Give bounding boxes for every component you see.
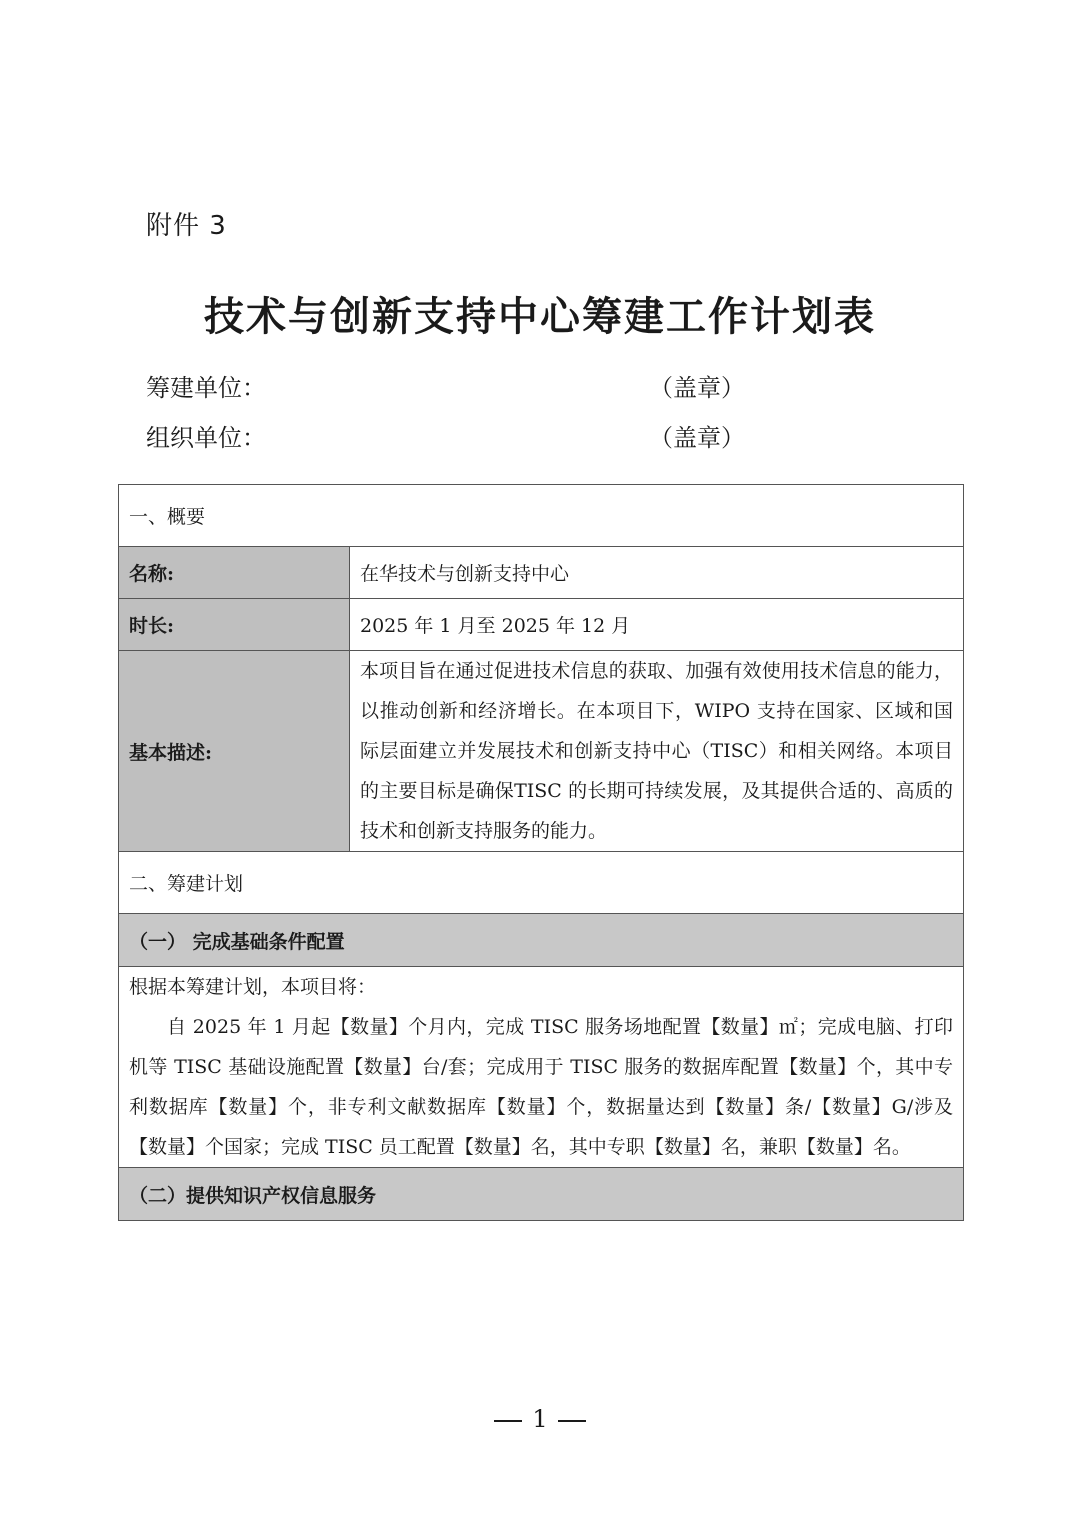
subsection-infrastructure-row — [119, 914, 964, 967]
plan-body-row — [119, 967, 964, 1168]
organization-label: 组织单位： — [146, 424, 266, 452]
section-plan-row — [119, 852, 964, 914]
organizer-row — [146, 368, 746, 408]
name-label: 名称: — [119, 547, 350, 599]
duration-label: 时长: — [119, 599, 350, 651]
description-label: 基本描述: — [119, 651, 350, 852]
document-title: 技术与创新支持中心筹建工作计划表 — [204, 293, 876, 340]
subsection-infrastructure-heading: （一） 完成基础条件配置 — [119, 914, 964, 967]
organization-seal: （盖章） — [649, 424, 745, 452]
plan-table — [118, 484, 964, 1221]
section-overview-row — [119, 485, 964, 547]
name-row — [119, 547, 964, 599]
plan-paragraph: 自 2025 年 1 月起【数量】个月内，完成 TISC 服务场地配置【数量】㎡；完成电脑、打印机等 TISC 基础设施配置【数量】台/套；完成用于 TISC 服务的数据库配置【数量】个，其中专利数据库【数量】个，非专利文献数据库【数量】个，数据量达到【数量】条/【数量】G/涉及【数量】个国家；完成 TISC 员工配置【数量】名，其中专职【数量】名，兼职【数量】名。 — [129, 1016, 954, 1158]
page-footer — [0, 1405, 1080, 1433]
section-overview-heading: 一、概要 — [119, 485, 964, 547]
section-plan-heading: 二、筹建计划 — [119, 852, 964, 914]
page-number: 1 — [532, 1405, 548, 1433]
subsection-ip-services-row — [119, 1168, 964, 1221]
annex-label: 附件 3 — [146, 211, 227, 241]
organizer-label: 筹建单位： — [146, 374, 266, 402]
description-value: 本项目旨在通过促进技术信息的获取、加强有效使用技术信息的能力，以推动创新和经济增长。在本项目下，WIPO 支持在国家、区域和国际层面建立并发展技术和创新支持中心（TISC）和相关网络。本项目的主要目标是确保TISC 的长期可持续发展，及其提供合适的、高质的技术和创新支持服务的能力。 — [360, 660, 954, 842]
description-row — [119, 651, 964, 852]
plan-intro: 根据本筹建计划，本项目将： — [129, 976, 377, 998]
dash-left — [494, 1420, 522, 1422]
duration-value: 2025 年 1 月至 2025 年 12 月 — [350, 599, 964, 651]
name-value: 在华技术与创新支持中心 — [350, 547, 964, 599]
subsection-ip-services-heading: （二）提供知识产权信息服务 — [119, 1168, 964, 1221]
organization-row — [146, 418, 746, 458]
duration-row — [119, 599, 964, 651]
organizer-seal: （盖章） — [649, 374, 745, 402]
dash-right — [558, 1420, 586, 1422]
